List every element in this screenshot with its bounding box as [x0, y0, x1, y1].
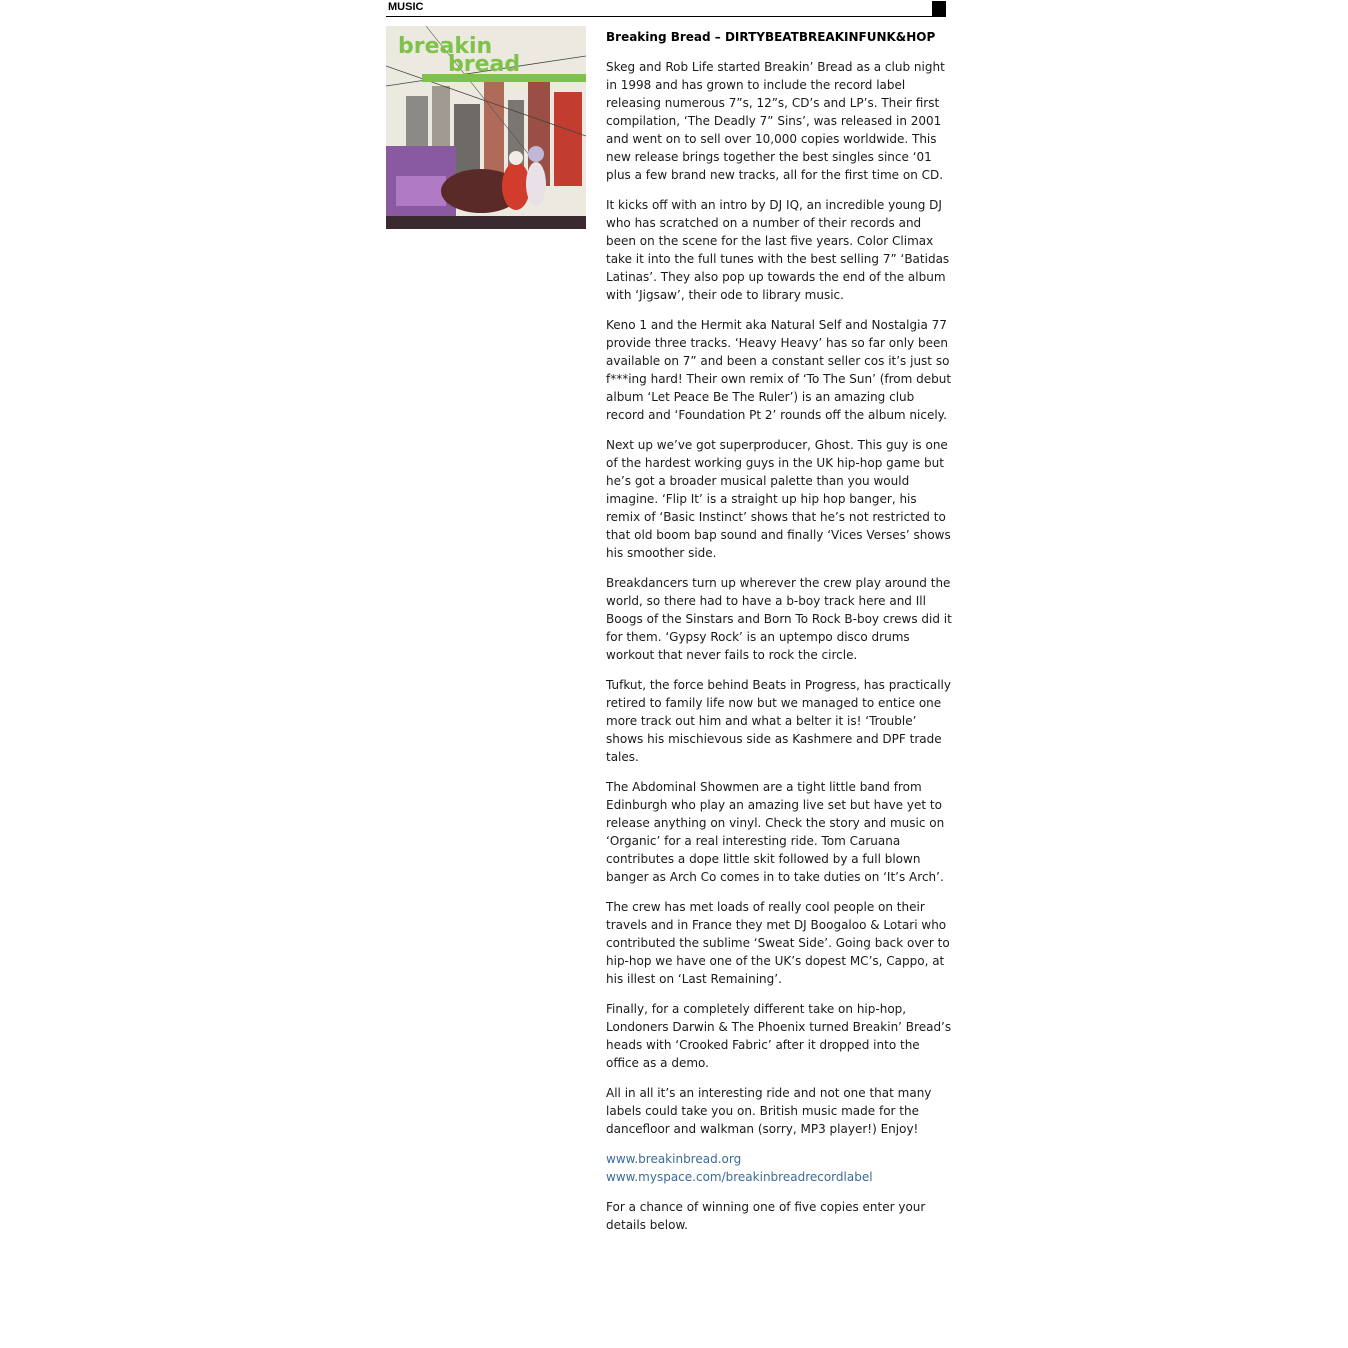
- cover-logo-line1: breakin: [398, 34, 493, 59]
- article-paragraph: Finally, for a completely different take on hip-hop, Londoners Darwin & The Phoenix turned Breakin’ Bread’s heads with ‘Crooked Fabric’ after it dropped into the office as a demo.: [606, 1002, 952, 1070]
- link-breakinbread-myspace[interactable]: www.myspace.com/breakinbreadrecordlabel: [606, 1170, 873, 1184]
- article-paragraph: The Abdominal Showmen are a tight little band from Edinburgh who play an amazing live set but have yet to release anything on vinyl. Check the story and music on ‘Organic’ for a real interesting ride. Tom Caruana contributes a dope little skit followed by a full blown banger as Arch Co comes in to take duties on ‘It’s Arch’.: [606, 780, 945, 884]
- article-paragraph: Tufkut, the force behind Beats in Progress, has practically retired to family life now but we managed to entice one more track out him and what a belter it is! ‘Trouble’ shows his mischievous side as Kashmere and DPF trade tales.: [606, 678, 951, 764]
- link-breakinbread-website[interactable]: www.breakinbread.org: [606, 1152, 742, 1166]
- cover-logo-line2: bread: [448, 52, 521, 77]
- album-cover-image: [386, 26, 586, 229]
- article-paragraph: Keno 1 and the Hermit aka Natural Self and Nostalgia 77 provide three tracks. ‘Heavy Heavy’ has so far only been available on 7” and been a constant seller cos it’s just so f***ing hard! Their own remix of ‘To The Sun’ (from debut album ‘Let Peace Be The Ruler’) is an amazing club record and ‘Foundation Pt 2’ rounds off the album nicely.: [606, 318, 952, 422]
- article-paragraph: It kicks off with an intro by DJ IQ, an incredible young DJ who has scratched on a number of their records and been on the scene for the last five years. Color Climax take it into the full tunes with the best selling 7” ‘Batidas Latinas’. They also pop up towards the end of the album with ‘Jigsaw’, their ode to library music.: [606, 198, 950, 302]
- header-square-marker: [932, 1, 946, 16]
- section-header: [386, 0, 946, 17]
- article-links: [606, 1150, 952, 1186]
- article-paragraph: Next up we’ve got superproducer, Ghost. This guy is one of the hardest working guys in the UK hip-hop game but he’s got a broader musical palette than you would imagine. ‘Flip It’ is a straight up hip hop banger, his remix of ‘Basic Instinct’ shows that he’s not restricted to that old boom bap sound and finally ‘Vices Verses’ shows his smoother side.: [606, 438, 951, 560]
- article-paragraph: Skeg and Rob Life started Breakin’ Bread as a club night in 1998 and has grown to include the record label releasing numerous 7”s, 12”s, CD’s and LP’s. Their first compilation, ‘The Deadly 7” Sins’, was released in 2001 and went on to sell over 10,000 copies worldwide. This new release brings together the best singles since ‘01 plus a few brand new tracks, all for the first time on CD.: [606, 60, 945, 182]
- article-paragraph: All in all it’s an interesting ride and not one that many labels could take you on. British music made for the dancefloor and walkman (sorry, MP3 player!) Enjoy!: [606, 1086, 932, 1136]
- article-paragraph: The crew has met loads of really cool people on their travels and in France they met DJ Boogaloo & Lotari who contributed the sublime ‘Sweat Side’. Going back over to hip-hop we have one of the UK’s dopest MC’s, Cappo, at his illest on ‘Last Remaining’.: [606, 900, 950, 986]
- article: [606, 28, 952, 1246]
- article-closing: For a chance of winning one of five copies enter your details below.: [606, 1200, 926, 1232]
- section-label: MUSIC: [388, 1, 424, 13]
- article-paragraph: Breakdancers turn up wherever the crew play around the world, so there had to have a b-boy track here and Ill Boogs of the Sinstars and Born To Rock B-boy crews did it for them. ‘Gypsy Rock’ is an uptempo disco drums workout that never fails to rock the circle.: [606, 576, 952, 662]
- article-title: Breaking Bread – DIRTYBEATBREAKINFUNK&HOP: [606, 30, 936, 44]
